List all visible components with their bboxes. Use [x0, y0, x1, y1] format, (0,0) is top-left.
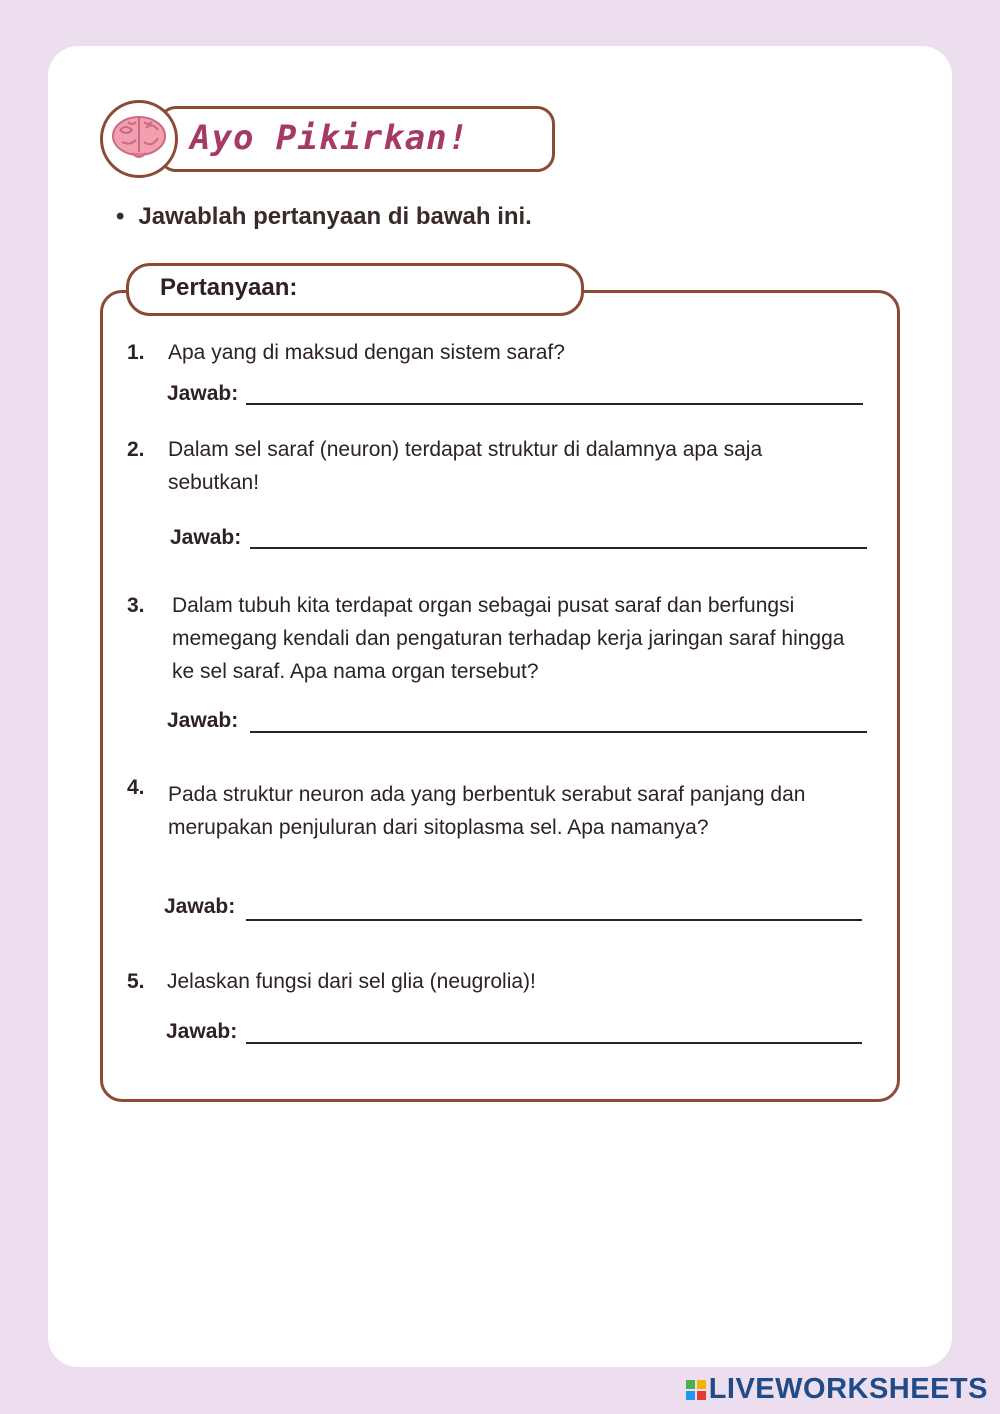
page-title: Ayo Pikirkan!: [190, 118, 470, 158]
answer-label: Jawab:: [166, 1020, 238, 1043]
section-header: Pertanyaan:: [160, 274, 298, 301]
question-number: 2.: [127, 438, 145, 461]
question-number: 1.: [127, 341, 145, 364]
liveworksheets-watermark[interactable]: [686, 1373, 988, 1406]
instruction-text: Jawablah pertanyaan di bawah ini.: [138, 203, 532, 230]
brain-icon: [108, 112, 170, 166]
brain-icon-badge: [100, 100, 178, 178]
instruction: [116, 203, 532, 231]
answer-line[interactable]: [250, 547, 867, 549]
answer-label: Jawab:: [167, 709, 239, 732]
question-text: Apa yang di maksud dengan sistem saraf?: [168, 341, 565, 364]
question-number: 4.: [127, 776, 145, 799]
answer-line[interactable]: [246, 1042, 862, 1044]
question-text: Dalam tubuh kita terdapat organ sebagai pusat saraf dan berfungsi memegang kendali dan pengaturan terhadap kerja jaringan saraf hingga ke sel saraf. Apa nama organ tersebut?: [172, 594, 845, 683]
question-text: Pada struktur neuron ada yang berbentuk serabut saraf panjang dan merupakan penjuluran dari sitoplasma sel. Apa namanya?: [168, 783, 806, 839]
question-text: Dalam sel saraf (neuron) terdapat struktur di dalamnya apa saja sebutkan!: [168, 438, 763, 494]
answer-line[interactable]: [246, 403, 863, 405]
answer-label: Jawab:: [164, 895, 236, 918]
question-number: 5.: [127, 970, 145, 993]
answer-line[interactable]: [250, 731, 867, 733]
question-text: Jelaskan fungsi dari sel glia (neugrolia)!: [167, 970, 536, 993]
answer-label: Jawab:: [170, 526, 242, 549]
bullet-icon: •: [116, 203, 125, 230]
watermark-text: LIVEWORKSHEETS: [708, 1373, 988, 1405]
question-number: 3.: [127, 594, 145, 617]
liveworksheets-logo-icon: [686, 1380, 706, 1400]
answer-line[interactable]: [246, 919, 862, 921]
answer-label: Jawab:: [167, 382, 239, 405]
